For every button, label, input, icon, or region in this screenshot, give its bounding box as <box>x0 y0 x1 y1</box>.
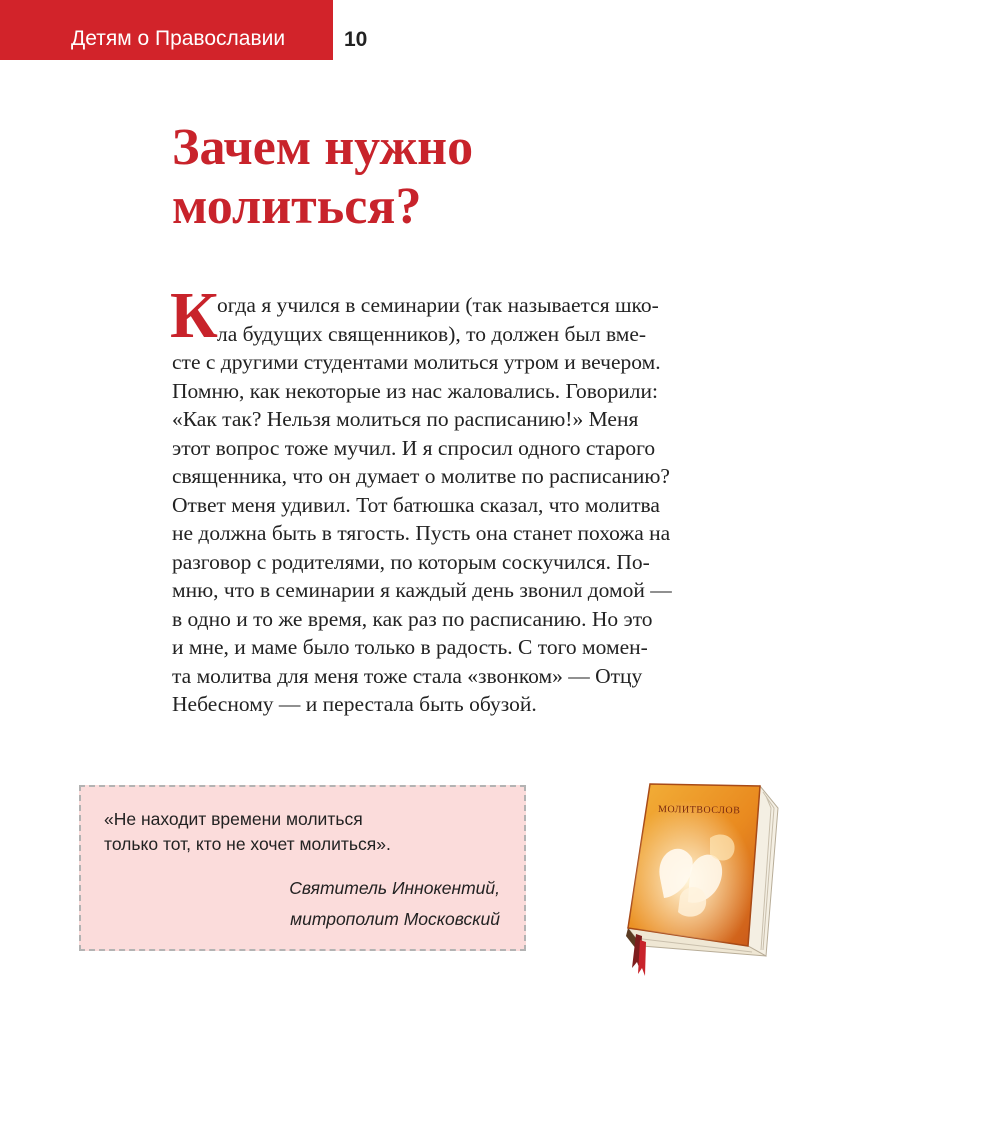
body-line: Ответ меня удивил. Тот батюшка сказал, что молитва <box>172 492 660 517</box>
body-line: сте с другими студентами молиться утром и вечером. <box>172 350 661 374</box>
body-line: этот вопрос тоже мучил. И я спросил одного старого <box>172 435 656 460</box>
body-line: «Как так? Нельзя молиться по расписанию!» Меня <box>172 407 639 431</box>
body-line: разговор с родителями, по которым соскучился. По- <box>172 549 650 574</box>
body-line: Небесному — и перестала быть обузой. <box>172 692 537 716</box>
body-line: священника, что он думает о молитве по расписанию? <box>172 464 670 488</box>
body-line: ла будущих священников), то должен был вме- <box>217 321 647 346</box>
quote-line: «Не находит времени молиться <box>104 809 363 829</box>
body-line: мню, что в семинарии я каждый день звонил домой — <box>172 578 672 602</box>
drop-cap: К <box>170 279 218 352</box>
page-title <box>172 118 812 236</box>
quote-author-line: митрополит Московский <box>290 909 500 929</box>
quote-box <box>79 785 526 951</box>
quote-author-line: Святитель Иннокентий, <box>289 878 500 898</box>
page-title-line: Зачем нужно <box>172 119 474 176</box>
body-line: огда я учился в семинарии (так называется шко- <box>217 293 659 317</box>
body-line: та молитва для меня тоже стала «звонком» — Отцу <box>172 663 643 688</box>
section-title: Детям о Православии <box>71 27 286 50</box>
article-body <box>172 291 832 719</box>
quote-author <box>289 873 500 935</box>
book-title: МОЛИТВОСЛОВ <box>657 804 741 817</box>
body-line: не должна быть в тягость. Пусть она станет похожа на <box>172 521 671 545</box>
page-number: 10 <box>344 28 368 51</box>
body-line: в одно и то же время, как раз по расписанию. Но это <box>172 606 653 631</box>
prayer-book-icon <box>620 778 785 978</box>
quote-line: только тот, кто не хочет молиться». <box>104 834 391 854</box>
body-line: Помню, как некоторые из нас жаловались. Говорили: <box>172 378 658 403</box>
page-title-line: молиться? <box>172 178 422 235</box>
body-line: и мне, и маме было только в радость. С того момен- <box>172 635 648 659</box>
quote-text <box>104 807 391 857</box>
